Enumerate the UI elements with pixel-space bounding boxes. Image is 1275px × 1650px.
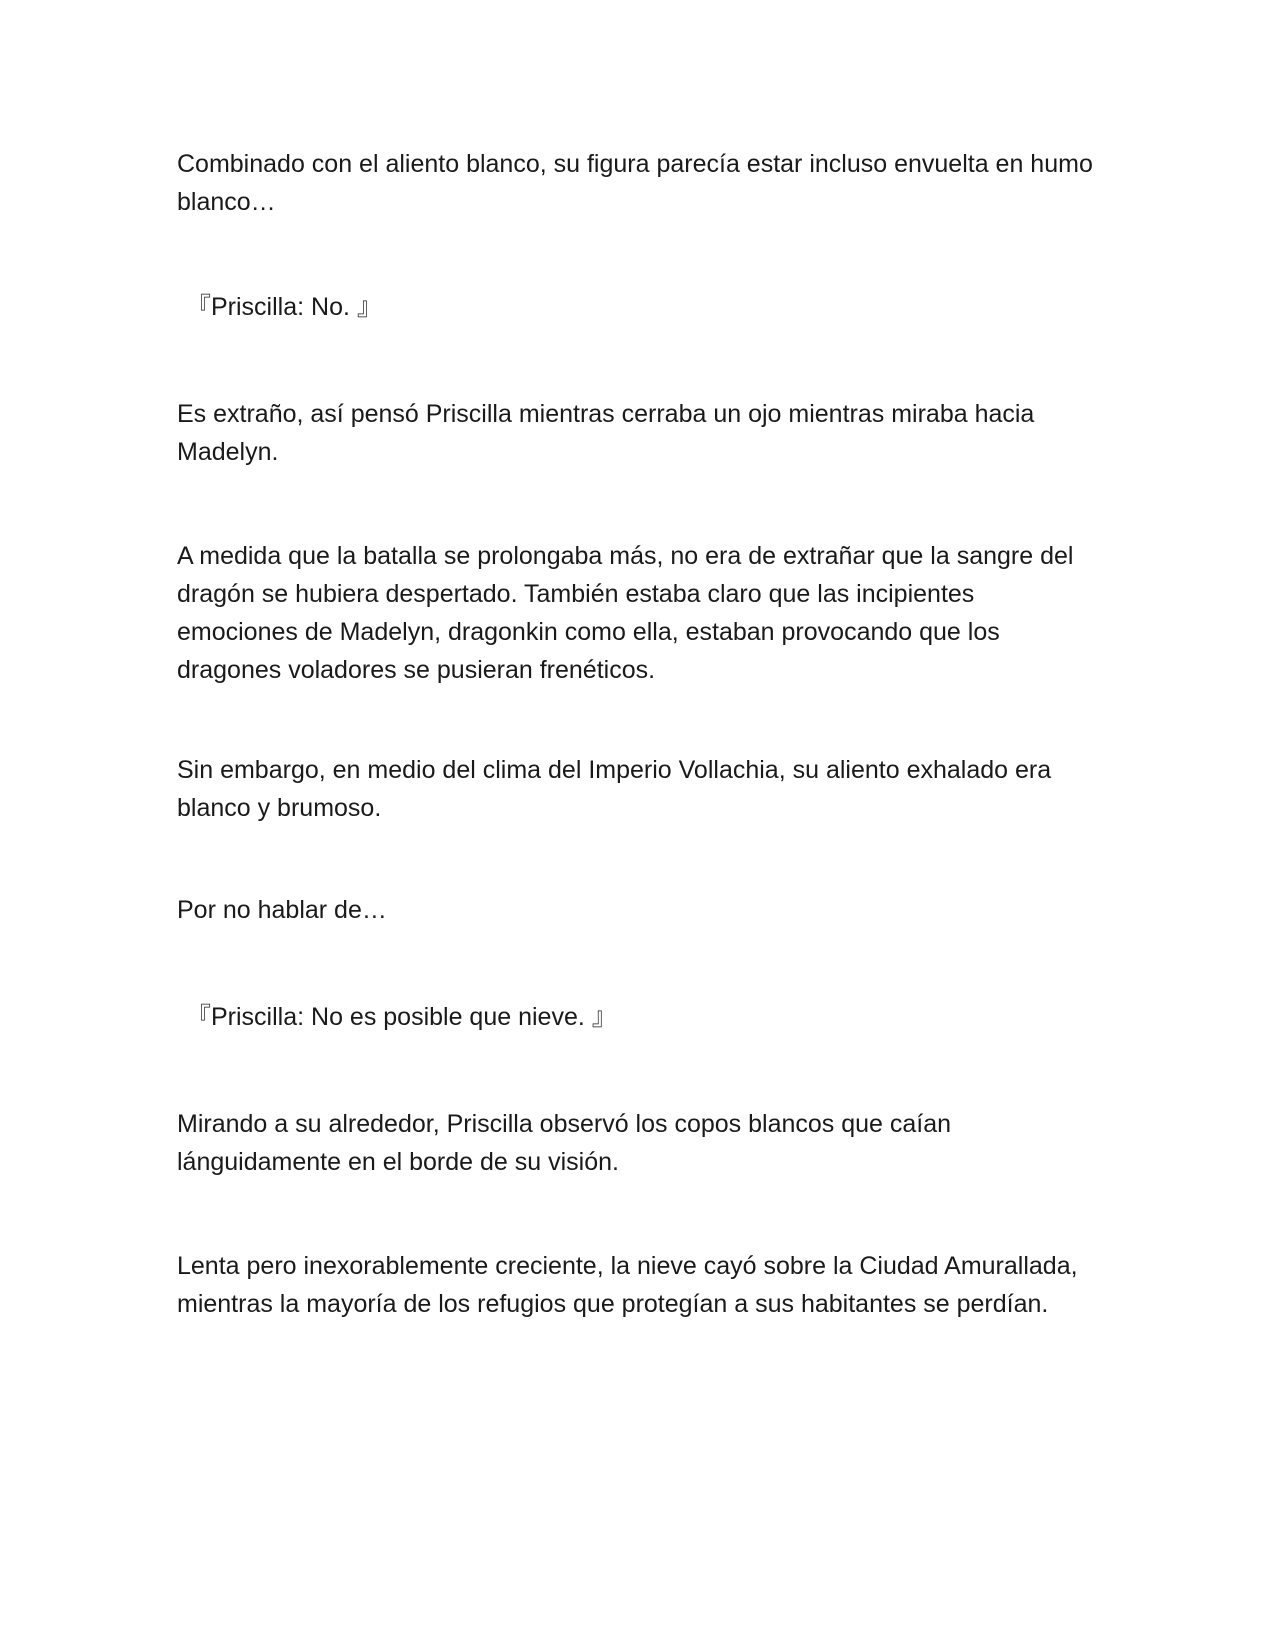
paragraph-7: Lenta pero inexorablemente creciente, la nieve cayó sobre la Ciudad Amurallada, mientras la mayoría de los refugios que protegían a sus habitantes se perdían. — [177, 1252, 1078, 1318]
paragraph-6: Mirando a su alrededor, Priscilla observó los copos blancos que caían lánguidamente en el borde de su visión. — [177, 1110, 952, 1176]
dialogue-line-2: 『Priscilla: No es posible que nieve. 』 — [186, 1003, 617, 1031]
dialogue-line-1: 『Priscilla: No. 』 — [186, 293, 382, 321]
paragraph-3: A medida que la batalla se prolongaba más, no era de extrañar que la sangre del dragón se hubiera despertado. También estaba claro que las incipientes emociones de Madelyn, dragonkin como ella, estaban provocando que los dragones voladores se pusieran frenéticos. — [177, 542, 1074, 684]
paragraph-1: Combinado con el aliento blanco, su figura parecía estar incluso envuelta en humo blanco… — [177, 150, 1093, 216]
paragraph-2: Es extraño, así pensó Priscilla mientras cerraba un ojo mientras miraba hacia Madelyn. — [177, 400, 1035, 466]
paragraph-4: Sin embargo, en medio del clima del Imperio Vollachia, su aliento exhalado era blanco y brumoso. — [177, 756, 1052, 822]
paragraph-5: Por no hablar de… — [177, 896, 387, 924]
